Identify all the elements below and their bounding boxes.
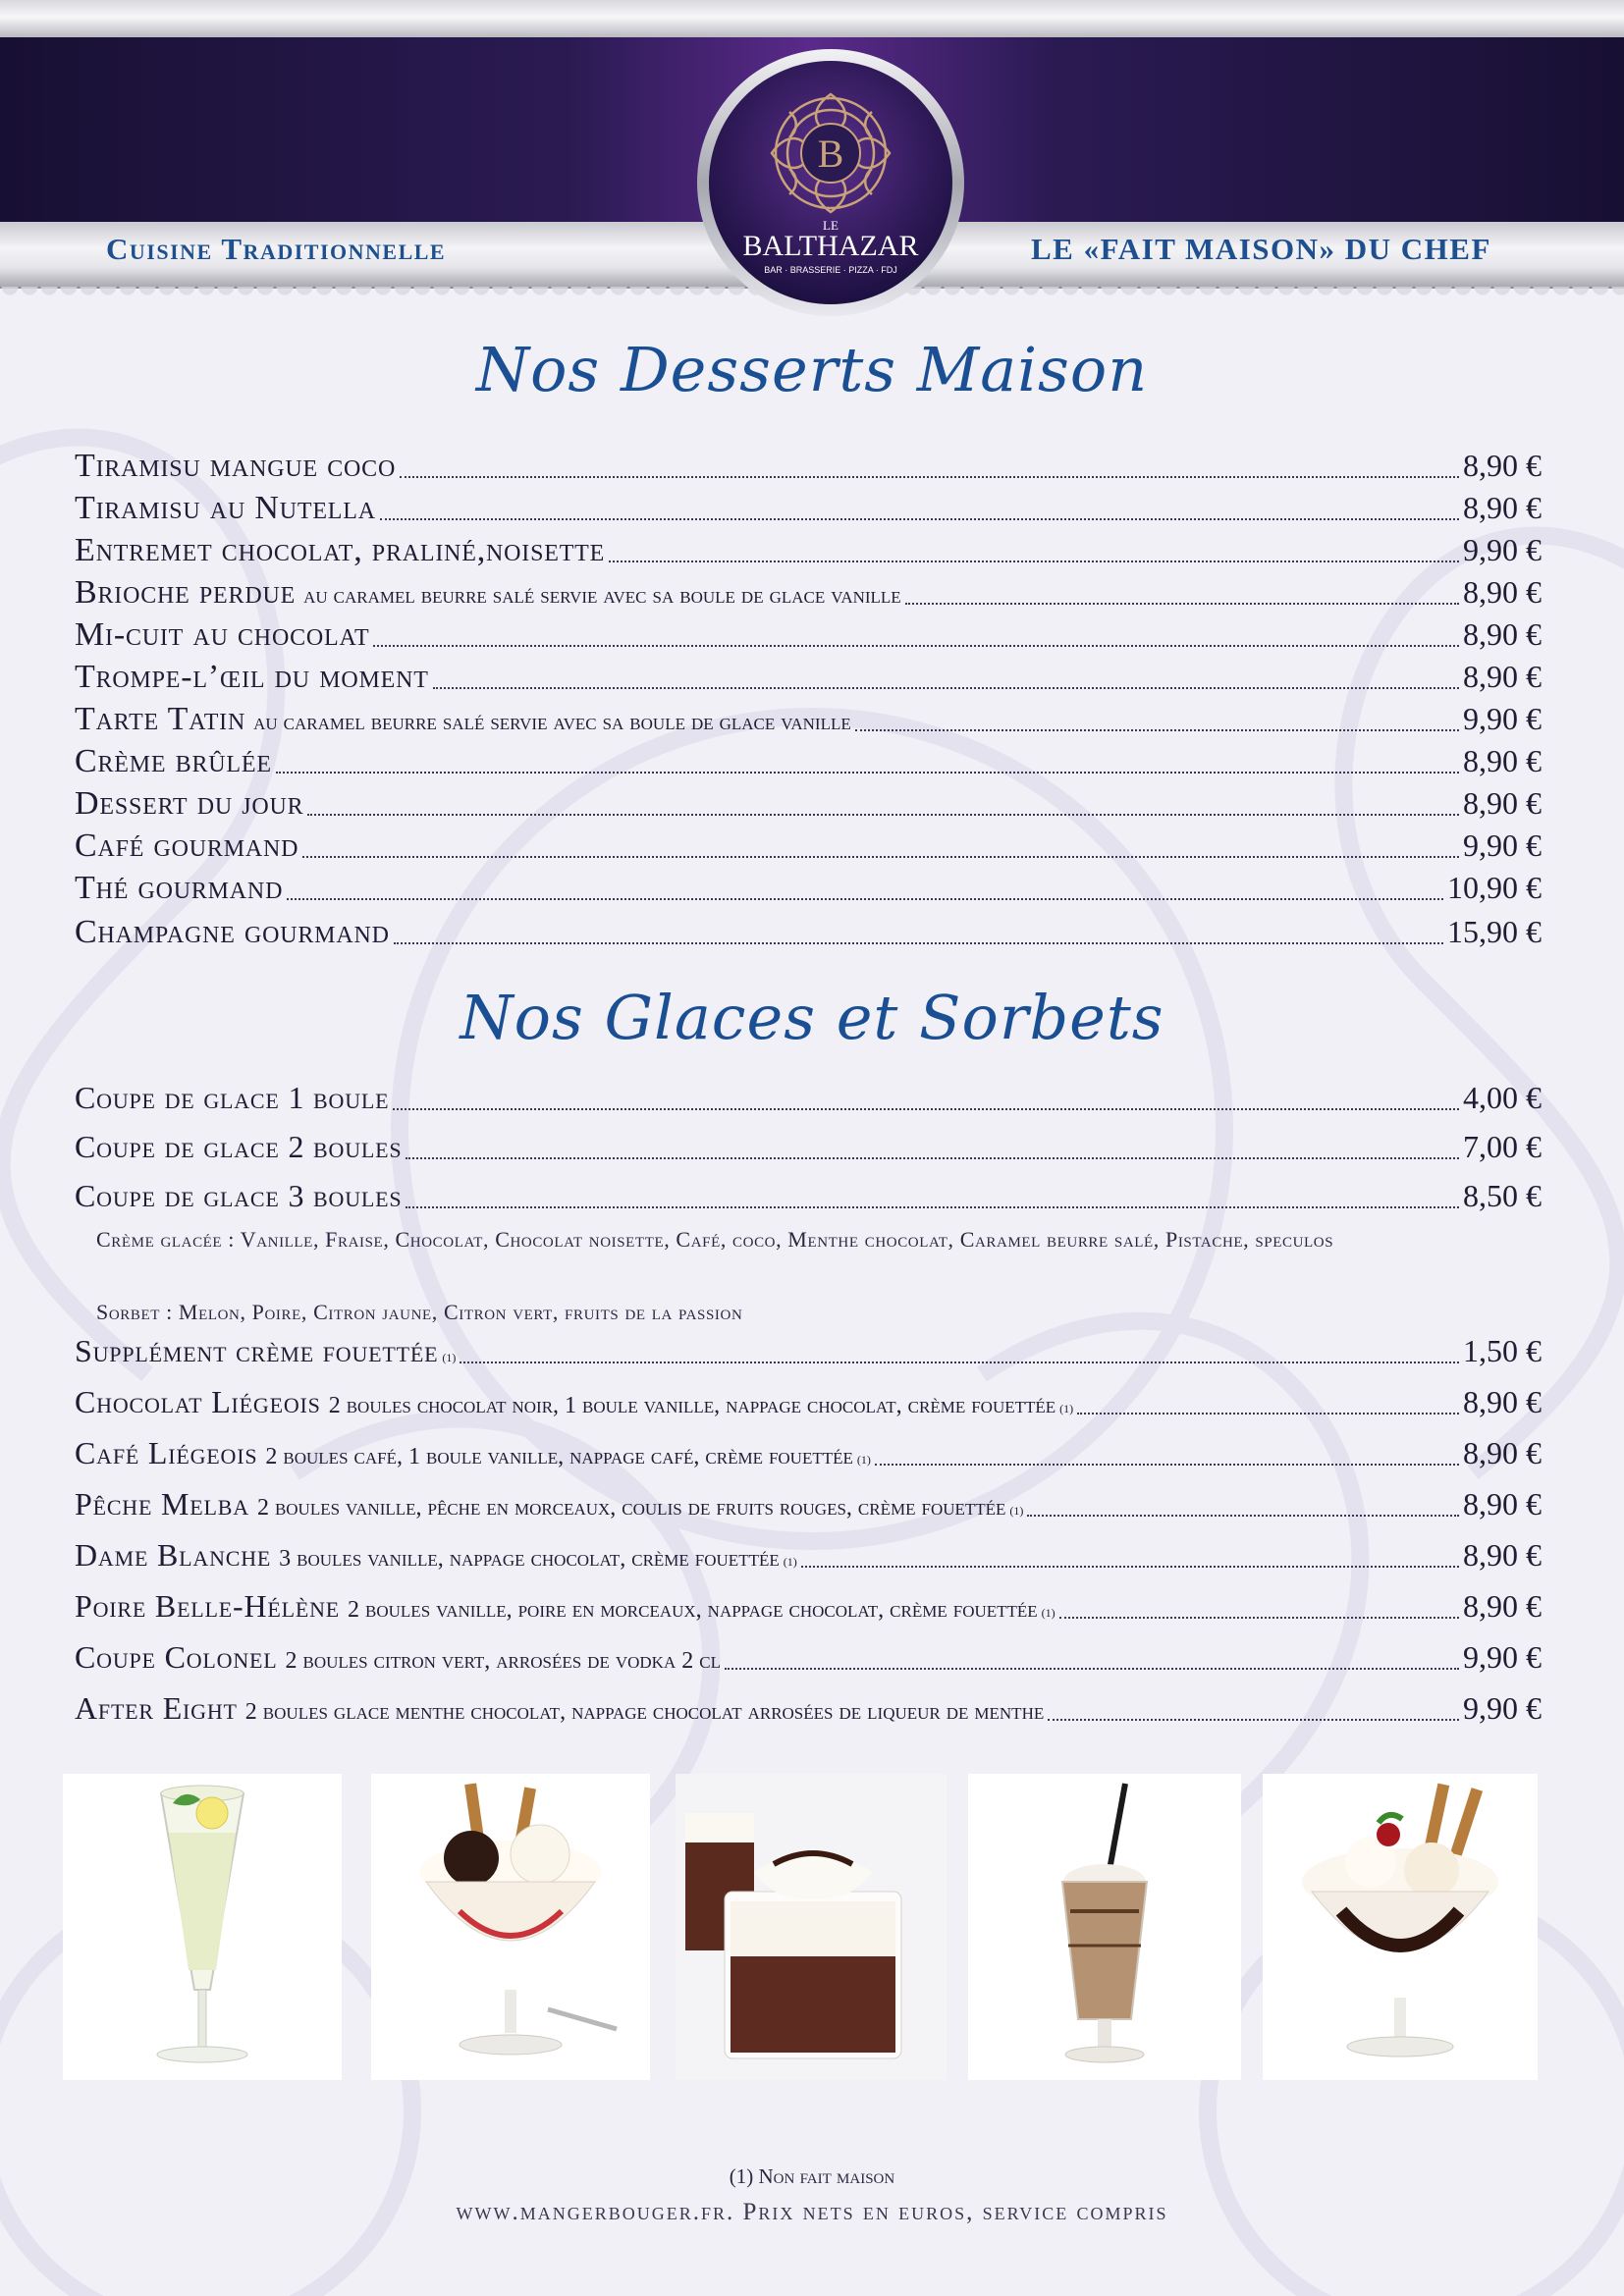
header-silver-strip [0,0,1624,37]
dot-leader [406,1206,1459,1208]
dot-leader [1027,1515,1459,1517]
menu-item-price: 9,90 € [1463,1639,1542,1675]
menu-item-row [75,1435,1542,1474]
menu-item-footnote-ref: (1) [856,1453,871,1467]
menu-item-price: 10,90 € [1447,870,1542,905]
coupe-glace-chantilly-photo [371,1774,650,2080]
menu-item-price: 8,50 € [1463,1178,1542,1213]
dot-leader [406,1157,1459,1159]
dot-leader [393,1108,1459,1110]
menu-item-name: Tiramisu mangue coco [75,448,397,484]
menu-item-row [75,574,1542,614]
menu-item-price: 9,90 € [1463,532,1542,567]
dot-leader [460,1362,1459,1363]
menu-item-description: 2 boules café, 1 boule vanille, nappage café, crème fouettée [265,1444,853,1469]
desserts-title: Nos Desserts Maison [475,334,1149,405]
menu-item-price: 8,90 € [1463,1435,1542,1470]
dot-leader [1077,1413,1459,1415]
menu-item-row [75,532,1542,571]
menu-item-name: Entremet chocolat, praliné,noisette [75,532,606,568]
menu-item-price: 8,90 € [1463,659,1542,694]
menu-item-name: Champagne gourmand [75,914,390,950]
dot-leader [725,1668,1459,1670]
menu-item-name: Tiramisu au Nutella [75,490,376,526]
menu-item-description: 2 boules vanille, poire en morceaux, nappage chocolat, crème fouettée [348,1597,1038,1623]
menu-item-name: Tarte Tatin [75,701,246,737]
dot-leader [373,645,1459,647]
sorbet-note: Sorbet : Melon, Poire, Citron jaune, Citron vert, fruits de la passion [96,1300,743,1324]
dot-leader [1059,1617,1459,1619]
dot-leader [394,942,1443,944]
logo-top-word: LE [823,218,839,233]
menu-item-row [75,1537,1542,1576]
menu-item-row [75,1384,1542,1423]
menu-item-name: Dame Blanche [75,1537,272,1573]
menu-item-row [75,659,1542,698]
menu-item-description: au caramel beurre salé servie avec sa boule de glace vanille [303,583,901,609]
menu-item-name: Coupe de glace 1 boule [75,1080,390,1115]
menu-item-name: Trompe-l’œil du moment [75,659,429,695]
dot-leader [905,603,1459,605]
dot-leader [380,518,1459,520]
menu-item-description: au caramel beurre salé servie avec sa boule de glace vanille [253,710,851,735]
menu-item-row [75,616,1542,656]
menu-item-price: 8,90 € [1463,1537,1542,1573]
menu-item-name: Brioche perdue [75,574,297,611]
menu-item-price: 8,90 € [1463,785,1542,821]
menu-item-row [75,828,1542,867]
menu-item-name: Café Liégeois [75,1435,258,1470]
dot-leader [302,856,1459,858]
menu-item-price: 15,90 € [1447,914,1542,949]
menu-item-price: 8,90 € [1463,616,1542,652]
menu-item-name: Coupe de glace 2 boules [75,1129,403,1164]
menu-item-description: 2 boules chocolat noir, 1 boule vanille, nappage chocolat, crème fouettée [328,1393,1056,1418]
menu-item-description: 2 boules glace menthe chocolat, nappage chocolat arrosées de liqueur de menthe [244,1699,1045,1725]
menu-item-price: 8,90 € [1463,1486,1542,1522]
menu-item-row [75,785,1542,825]
menu-item-price: 1,50 € [1463,1333,1542,1368]
dot-leader [307,814,1459,816]
menu-item-description: 2 boules vanille, pêche en morceaux, coulis de fruits rouges, crème fouettée [256,1495,1006,1521]
dot-leader [855,729,1459,731]
menu-item-row [75,1080,1542,1119]
menu-item-name: Crème brûlée [75,743,272,779]
menu-item-name: Pêche Melba [75,1486,249,1522]
menu-item-price: 9,90 € [1463,1690,1542,1726]
menu-item-price: 9,90 € [1463,828,1542,863]
logo-letter: B [817,132,844,176]
menu-item-description: 2 boules citron vert, arrosées de vodka 2 cl [285,1648,721,1674]
dot-leader [1048,1719,1459,1721]
menu-item-name: Coupe de glace 3 boules [75,1178,403,1213]
menu-item-price: 8,90 € [1463,490,1542,525]
menu-item-name: Mi-cuit au chocolat [75,616,370,653]
dot-leader [801,1566,1459,1568]
menu-item-price: 8,90 € [1463,1384,1542,1419]
balthazar-logo [695,47,966,318]
tagline-cuisine: Cuisine Traditionnelle [106,232,447,266]
menu-item-row [75,1486,1542,1525]
menu-item-row [75,743,1542,782]
menu-item-footnote-ref: (1) [1041,1606,1056,1620]
menu-item-row [75,1690,1542,1730]
menu-item-name: Poire Belle-Hélène [75,1588,341,1624]
dot-leader [433,687,1459,689]
logo-name: BALTHAZAR [742,230,919,262]
menu-item-name: Café gourmand [75,828,299,864]
dot-leader [609,561,1459,562]
menu-item-price: 8,90 € [1463,574,1542,610]
verrine-chocolat-photo [676,1774,947,2080]
menu-item-row [75,870,1542,909]
menu-item-name: Supplément crème fouettée [75,1333,439,1368]
menu-item-name: After Eight [75,1690,238,1726]
menu-item-price: 8,90 € [1463,448,1542,483]
menu-item-description: 3 boules vanille, nappage chocolat, crème fouettée [279,1546,780,1572]
menu-item-row [75,701,1542,740]
coupe-glace-chocolat-photo [1263,1774,1538,2080]
sorbet-citron-photo [63,1774,342,2080]
menu-item-footnote-ref: (1) [783,1555,797,1569]
menu-item-footnote-ref: (1) [1009,1504,1024,1518]
menu-item-price: 9,90 € [1463,701,1542,736]
menu-item-row [75,1639,1542,1679]
glaces-title: Nos Glaces et Sorbets [460,982,1164,1053]
menu-item-name: Coupe Colonel [75,1639,278,1675]
menu-item-price: 7,00 € [1463,1129,1542,1164]
footer-legal: www.mangerbouger.fr. Prix nets en euros, service compris [456,2199,1168,2225]
menu-item-footnote-ref: (1) [1059,1402,1074,1415]
menu-item-row [75,1588,1542,1628]
menu-item-name: Thé gourmand [75,870,284,906]
logo-subtitle: BAR · BRASSERIE · PIZZA · FDJ [764,265,897,275]
footnote-non-fait-maison: (1) Non fait maison [729,2164,895,2188]
milkshake-cafe-photo [968,1774,1241,2080]
tagline-fait-maison: LE «FAIT MAISON» DU CHEF [1031,232,1491,266]
menu-item-row [75,448,1542,487]
menu-item-price: 8,90 € [1463,1588,1542,1624]
dot-leader [276,772,1459,774]
dot-leader [400,476,1459,478]
menu-item-row [75,1178,1542,1217]
menu-item-row [75,490,1542,529]
dot-leader [287,898,1443,900]
menu-item-row [75,1333,1542,1372]
menu-item-row [75,1129,1542,1168]
creme-glacee-note: Crème glacée : Vanille, Fraise, Chocolat, Chocolat noisette, Café, coco, Menthe chocolat, Caramel beurre salé, Pistache, speculos [96,1227,1334,1252]
menu-item-price: 8,90 € [1463,743,1542,778]
menu-item-row [75,914,1542,953]
menu-item-name: Dessert du jour [75,785,304,822]
dot-leader [875,1464,1459,1466]
menu-item-name: Chocolat Liégeois [75,1384,321,1419]
menu-item-price: 4,00 € [1463,1080,1542,1115]
menu-item-footnote-ref: (1) [442,1351,457,1364]
